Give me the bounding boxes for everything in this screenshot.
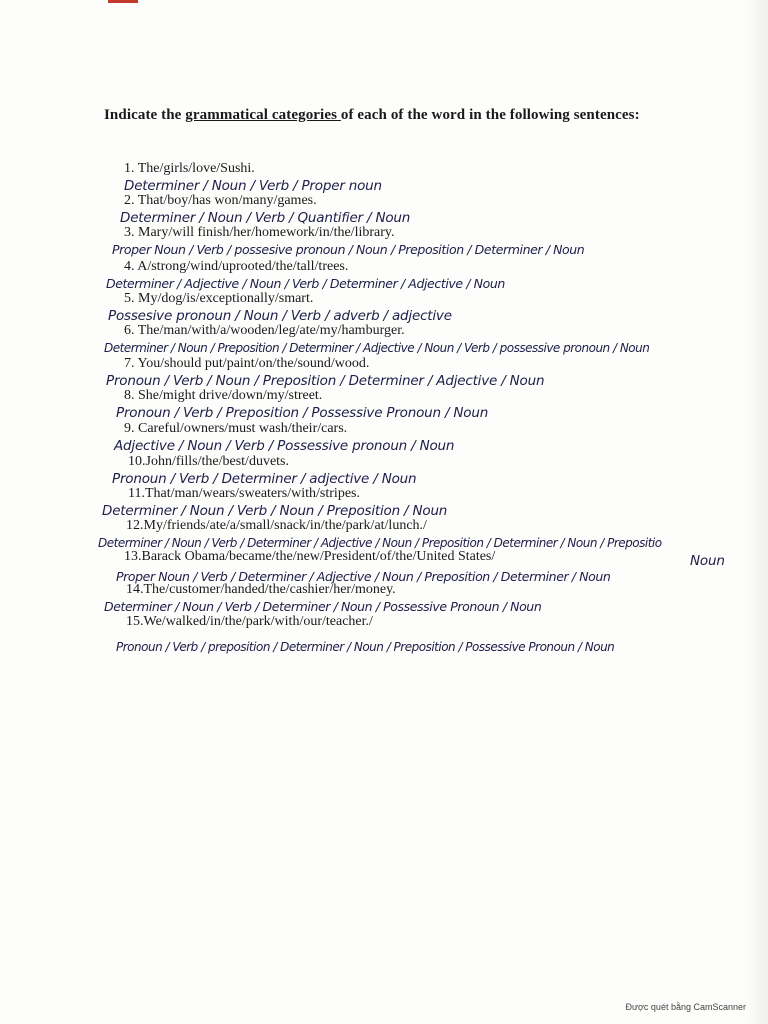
sentence-5: 5. My/dog/is/exceptionally/smart. (124, 291, 314, 306)
instruction-underlined: grammatical categories (185, 107, 341, 123)
sentence-12: 12.My/friends/ate/a/small/snack/in/the/park/at/lunch./ (126, 518, 427, 533)
answer-14: Determiner / Noun / Verb / Determiner / Noun / Possessive Pronoun / Noun (104, 599, 542, 614)
sentence-15: 15.We/walked/in/the/park/with/our/teacher./ (126, 614, 373, 629)
answer-1: Determiner / Noun / Verb / Proper noun (124, 178, 382, 194)
answer-15: Pronoun / Verb / preposition / Determiner / Noun / Preposition / Possessive Pronoun / Noun (116, 640, 615, 654)
sentence-4: 4. A/strong/wind/uprooted/the/tall/trees. (124, 259, 349, 274)
scanner-watermark: Được quét bằng CamScanner (625, 1002, 746, 1012)
sentence-3: 3. Mary/will finish/her/homework/in/the/library. (124, 225, 395, 240)
sentence-6: 6. The/man/with/a/wooden/leg/ate/my/hamburger. (124, 323, 405, 338)
answer-9: Adjective / Noun / Verb / Possessive pronoun / Noun (114, 438, 455, 454)
instruction-text-end: of each of the word in the following sentences: (340, 107, 640, 123)
sentence-2: 2. That/boy/has won/many/games. (124, 193, 317, 208)
sentence-8: 8. She/might drive/down/my/street. (124, 388, 323, 403)
answer-12: Determiner / Noun / Verb / Determiner / Adjective / Noun / Preposition / Determiner / Noun / Prepositio (98, 536, 662, 550)
sentence-10: 10.John/fills/the/best/duvets. (128, 454, 289, 469)
answer-10: Pronoun / Verb / Determiner / adjective / Noun (112, 471, 417, 487)
answer-4: Determiner / Adjective / Noun / Verb / Determiner / Adjective / Noun (106, 276, 505, 291)
answer-11: Determiner / Noun / Verb / Noun / Preposition / Noun (102, 503, 448, 519)
sentence-7: 7. You/should put/paint/on/the/sound/wood. (124, 356, 370, 371)
instruction-text-start: Indicate the (104, 107, 186, 123)
sentence-13: 13.Barack Obama/became/the/new/President/of/the/United States/ (124, 549, 496, 564)
answer-3: Proper Noun / Verb / possesive pronoun / Noun / Preposition / Determiner / Noun (112, 242, 585, 257)
sentence-11: 11.That/man/wears/sweaters/with/stripes. (128, 486, 360, 501)
sentence-1: 1. The/girls/love/Sushi. (124, 161, 255, 176)
sentence-9: 9. Careful/owners/must wash/their/cars. (124, 421, 348, 436)
answer-2: Determiner / Noun / Verb / Quantifier / Noun (120, 210, 411, 226)
sentence-14: 14.The/customer/handed/the/cashier/her/money. (126, 582, 396, 597)
answer-6: Determiner / Noun / Preposition / Determiner / Adjective / Noun / Verb / possessive pronoun / Noun (104, 341, 650, 355)
answer-13: Proper Noun / Verb / Determiner / Adjective / Noun / Preposition / Determiner / Noun (116, 569, 611, 584)
answer-7: Pronoun / Verb / Noun / Preposition / Determiner / Adjective / Noun (106, 373, 545, 389)
answer-8: Pronoun / Verb / Preposition / Possessive Pronoun / Noun (116, 405, 489, 421)
answer-5: Possesive pronoun / Noun / Verb / adverb / adjective (108, 308, 452, 324)
answer-12-continuation: Noun (690, 553, 725, 569)
